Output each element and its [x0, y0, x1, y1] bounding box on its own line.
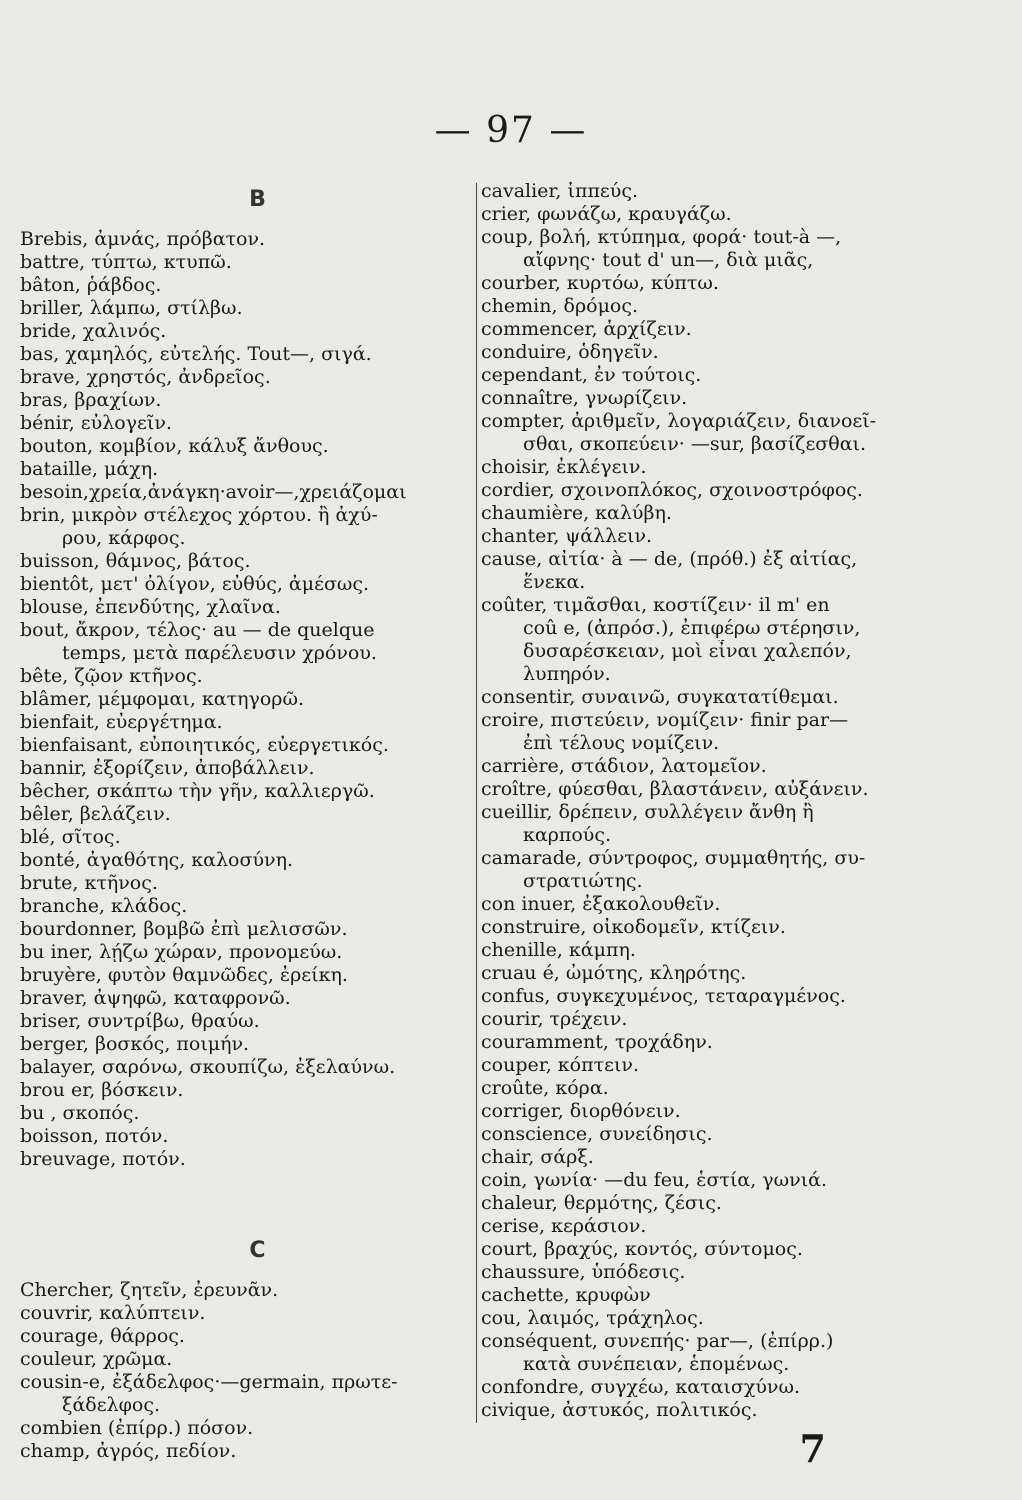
- dictionary-entry: compter, ἀριθμεῖν, λογαριάζειν, διανοεῖ-: [481, 410, 877, 432]
- dictionary-entry: cruau é, ὠμότης, κληρότης.: [481, 962, 747, 984]
- dictionary-entry: ξάδελφος.: [62, 1394, 161, 1416]
- dictionary-entry: chenille, κάμπη.: [481, 939, 636, 961]
- dictionary-entry: choisir, ἐκλέγειν.: [481, 456, 647, 478]
- signature-mark: 7: [799, 1426, 826, 1471]
- dictionary-entry: chaleur, θερμότης, ζέσις.: [481, 1192, 722, 1214]
- dictionary-entry: couvrir, καλύπτειν.: [20, 1302, 206, 1324]
- dictionary-entry: berger, βοσκός, ποιμήν.: [20, 1033, 250, 1055]
- dictionary-entry: carrière, στάδιον, λατομεῖον.: [481, 755, 767, 777]
- dictionary-entry: con inuer, ἐξακολουθεῖν.: [481, 893, 721, 915]
- dictionary-entry: bienfaisant, εὐποιητικός, εὐεργετικός.: [20, 734, 389, 756]
- dictionary-entry: briser, συντρίβω, θραύω.: [20, 1010, 260, 1032]
- dictionary-entry: courber, κυρτόω, κύπτω.: [481, 272, 719, 294]
- section-letter-b: B: [249, 187, 266, 212]
- entry-list-b: [20, 228, 475, 1171]
- dictionary-entry: bout, ἄκρον, τέλος· au — de quelque: [20, 619, 375, 641]
- dictionary-entry: αἴφνης· tout d' un—, διὰ μιᾶς,: [523, 249, 814, 271]
- dictionary-entry: construire, οἰκοδομεῖν, κτίζειν.: [481, 916, 786, 938]
- dictionary-entry: courage, θάρρος.: [20, 1325, 185, 1347]
- dictionary-entry: braver, ἀψηφῶ, καταφρονῶ.: [20, 987, 291, 1009]
- dictionary-entry: connaître, γνωρίζειν.: [481, 387, 688, 409]
- dictionary-entry: Chercher, ζητεῖν, ἐρευνᾶν.: [20, 1279, 279, 1301]
- dictionary-entry: camarade, σύντροφος, συμμαθητής, συ-: [481, 847, 866, 869]
- right-column: [481, 180, 911, 1422]
- dictionary-entry: blé, σῖτος.: [20, 826, 121, 848]
- dictionary-entry: brin, μικρὸν στέλεχος χόρτου. ἢ ἀχύ-: [20, 504, 378, 526]
- dictionary-entry: couleur, χρῶμα.: [20, 1348, 173, 1370]
- dictionary-entry: λυπηρόν.: [523, 663, 611, 685]
- dictionary-entry: blouse, ἐπενδύτης, χλαῖνα.: [20, 596, 281, 618]
- dictionary-entry: coû e, (ἀπρόσ.), ἐπιφέρω στέρησιν,: [523, 617, 861, 639]
- dictionary-entry: cavalier, ἱππεύς.: [481, 180, 639, 202]
- dictionary-entry: combien (ἐπίρρ.) πόσον.: [20, 1417, 254, 1439]
- dictionary-entry: briller, λάμπω, στίλβω.: [20, 297, 243, 319]
- dictionary-entry: conduire, ὁδηγεῖν.: [481, 341, 659, 363]
- dictionary-entry: Brebis, ἀμνάς, πρόβατον.: [20, 228, 266, 250]
- dictionary-entry: bête, ζῷον κτῆνος.: [20, 665, 203, 687]
- dictionary-entry: consentir, συναινῶ, συγκατατίθεμαι.: [481, 686, 839, 708]
- dictionary-entry: brave, χρηστός, ἀνδρεῖος.: [20, 366, 271, 388]
- dictionary-entry: cueillir, δρέπειν, συλλέγειν ἄνθη ἢ: [481, 801, 814, 823]
- dictionary-entry: croûte, κόρα.: [481, 1077, 609, 1099]
- dictionary-entry: cependant, ἐν τούτοις.: [481, 364, 702, 386]
- dictionary-entry: croire, πιστεύειν, νομίζειν· finir par—: [481, 709, 849, 731]
- dictionary-entry: breuvage, ποτόν.: [20, 1148, 186, 1170]
- dictionary-entry: ἕνεκα.: [523, 571, 586, 593]
- dictionary-entry: bas, χαμηλός, εὐτελής. Tout—, σιγά.: [20, 343, 372, 365]
- dictionary-entry: bataille, μάχη.: [20, 458, 159, 480]
- page-number: — 97 —: [434, 110, 588, 151]
- dictionary-entry: bêcher, σκάπτω τὴν γῆν, καλλιεργῶ.: [20, 780, 375, 802]
- dictionary-entry: brou er, βόσκειν.: [20, 1079, 184, 1101]
- dictionary-entry: στρατιώτης.: [523, 870, 643, 892]
- dictionary-entry: coûter, τιμᾶσθαι, κοστίζειν· il m' en: [481, 594, 830, 616]
- dictionary-entry: court, βραχύς, κοντός, σύντομος.: [481, 1238, 803, 1260]
- column-divider: [476, 183, 477, 1423]
- dictionary-entry: buisson, θάμνος, βάτος.: [20, 550, 251, 572]
- dictionary-entry: commencer, ἀρχίζειν.: [481, 318, 692, 340]
- dictionary-entry: bouton, κομβίον, κάλυξ ἄνθους.: [20, 435, 329, 457]
- dictionary-entry: chaussure, ὑπόδεσις.: [481, 1261, 686, 1283]
- dictionary-entry: bourdonner, βομβῶ ἐπὶ μελισσῶν.: [20, 918, 348, 940]
- left-column: [20, 180, 475, 1463]
- dictionary-entry: bride, χαλινός.: [20, 320, 167, 342]
- dictionary-entry: boisson, ποτόν.: [20, 1125, 169, 1147]
- dictionary-entry: champ, ἀγρός, πεδίον.: [20, 1440, 237, 1462]
- dictionary-entry: conséquent, συνεπής· par—, (ἐπίρρ.): [481, 1330, 834, 1352]
- dictionary-entry: confondre, συγχέω, καταισχύνω.: [481, 1376, 801, 1398]
- dictionary-entry: σθαι, σκοπεύειν· —sur, βασίζεσθαι.: [523, 433, 867, 455]
- dictionary-entry: ρου, κάρφος.: [62, 527, 186, 549]
- dictionary-entry: bâton, ῥάβδος.: [20, 274, 162, 296]
- dictionary-entry: conscience, συνείδησις.: [481, 1123, 713, 1145]
- dictionary-entry: chanter, ψάλλειν.: [481, 525, 653, 547]
- dictionary-entry: corriger, διορθόνειν.: [481, 1100, 681, 1122]
- dictionary-entry: bénir, εὐλογεῖν.: [20, 412, 172, 434]
- dictionary-entry: cause, αἰτία· à — de, (πρόθ.) ἐξ αἰτίας,: [481, 548, 858, 570]
- dictionary-entry: καρπούς.: [523, 824, 612, 846]
- dictionary-entry: bêler, βελάζειν.: [20, 803, 171, 825]
- dictionary-entry: crier, φωνάζω, κραυγάζω.: [481, 203, 732, 225]
- dictionary-entry: bras, βραχίων.: [20, 389, 162, 411]
- dictionary-entry: cerise, κεράσιον.: [481, 1215, 647, 1237]
- dictionary-entry: besoin,χρεία,ἀνάγκη·avoir—,χρειάζομαι: [20, 481, 407, 503]
- dictionary-entry: cousin-e, ἐξάδελφος·—germain, πρωτε-: [20, 1371, 398, 1393]
- dictionary-entry: cordier, σχοινοπλόκος, σχοινοστρόφος.: [481, 479, 863, 501]
- dictionary-entry: battre, τύπτω, κτυπῶ.: [20, 251, 232, 273]
- dictionary-entry: ἐπὶ τέλους νομίζειν.: [523, 732, 720, 754]
- dictionary-entry: cachette, κρυφὼν: [481, 1284, 651, 1306]
- dictionary-entry: couper, κόπτειν.: [481, 1054, 639, 1076]
- section-letter-c: C: [249, 1238, 266, 1263]
- dictionary-entry: civique, ἀστυκός, πολιτικός.: [481, 1399, 758, 1421]
- dictionary-entry: bu iner, λῄζω χώραν, προνομεύω.: [20, 941, 343, 963]
- dictionary-entry: temps, μετὰ παρέλευσιν χρόνου.: [62, 642, 377, 664]
- dictionary-entry: confus, συγκεχυμένος, τεταραγμένος.: [481, 985, 846, 1007]
- dictionary-entry: bonté, ἀγαθότης, καλοσύνη.: [20, 849, 293, 871]
- dictionary-entry: chemin, δρόμος.: [481, 295, 639, 317]
- dictionary-entry: bientôt, μετ' ὀλίγον, εὐθύς, ἀμέσως.: [20, 573, 370, 595]
- dictionary-entry: κατὰ συνέπειαν, ἑπομένως.: [523, 1353, 790, 1375]
- dictionary-entry: bannir, ἐξορίζειν, ἀποβάλλειν.: [20, 757, 315, 779]
- dictionary-entry: courir, τρέχειν.: [481, 1008, 628, 1030]
- entry-list-right: [481, 180, 911, 1422]
- dictionary-entry: branche, κλάδος.: [20, 895, 188, 917]
- dictionary-entry: δυσαρέσκειαν, μοὶ εἶναι χαλεπόν,: [523, 640, 852, 662]
- dictionary-entry: chaumière, καλύβη.: [481, 502, 672, 524]
- dictionary-entry: brute, κτῆνος.: [20, 872, 158, 894]
- dictionary-entry: coin, γωνία· —du feu, ἑστία, γωνιά.: [481, 1169, 828, 1191]
- dictionary-entry: couramment, τροχάδην.: [481, 1031, 713, 1053]
- dictionary-entry: coup, βολή, κτύπημα, φορά· tout-à —,: [481, 226, 842, 248]
- dictionary-entry: balayer, σαρόνω, σκουπίζω, ἐξελαύνω.: [20, 1056, 396, 1078]
- dictionary-entry: bienfait, εὐεργέτημα.: [20, 711, 223, 733]
- dictionary-entry: chair, σάρξ.: [481, 1146, 594, 1168]
- dictionary-entry: cou, λαιμός, τράχηλος.: [481, 1307, 704, 1329]
- dictionary-entry: bruyère, φυτὸν θαμνῶδες, ἐρείκη.: [20, 964, 348, 986]
- dictionary-entry: croître, φύεσθαι, βλαστάνειν, αὐξάνειν.: [481, 778, 869, 800]
- dictionary-entry: blâmer, μέμφομαι, κατηγορῶ.: [20, 688, 304, 710]
- dictionary-entry: bu , σκοπός.: [20, 1102, 140, 1124]
- entry-list-c: [20, 1279, 475, 1463]
